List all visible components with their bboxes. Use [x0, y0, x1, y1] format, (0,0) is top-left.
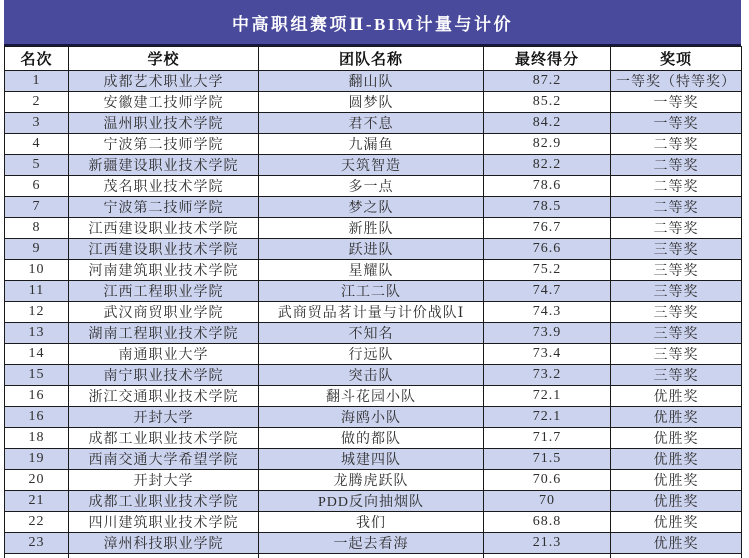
school-cell: 南通职业大学 [69, 344, 259, 365]
score-cell: 74.7 [484, 281, 611, 302]
school-cell: 茂名职业技术学院 [69, 176, 259, 197]
score-cell: 75.2 [484, 260, 611, 281]
team-cell: 圆梦队 [259, 92, 484, 113]
school-cell: 湖南工程职业技术学院 [69, 323, 259, 344]
award-cell: 优胜奖 [611, 449, 742, 470]
school-cell: 安徽建工技师学院 [69, 92, 259, 113]
table-row [5, 155, 742, 176]
score-cell: 73.9 [484, 323, 611, 344]
team-cell: 龙腾虎跃队 [259, 470, 484, 491]
empty-cell [5, 554, 69, 558]
team-cell: 君不息 [259, 113, 484, 134]
school-cell: 江西建设职业技术学院 [69, 218, 259, 239]
rank-cell: 8 [5, 218, 69, 239]
school-cell: 四川建筑职业技术学院 [69, 512, 259, 533]
school-cell: 开封大学 [69, 407, 259, 428]
school-cell: 成都艺术职业大学 [69, 71, 259, 92]
empty-cell [484, 554, 611, 558]
rank-cell: 4 [5, 134, 69, 155]
rank-cell: 14 [5, 344, 69, 365]
award-cell: 三等奖 [611, 344, 742, 365]
rank-cell: 15 [5, 365, 69, 386]
rank-cell: 9 [5, 239, 69, 260]
team-cell: 城建四队 [259, 449, 484, 470]
school-cell: 浙江交通职业技术学院 [69, 386, 259, 407]
school-cell: 河南建筑职业技术学院 [69, 260, 259, 281]
table-row [5, 134, 742, 155]
score-cell: 74.3 [484, 302, 611, 323]
school-cell: 新疆建设职业技术学院 [69, 155, 259, 176]
header-row [5, 47, 742, 71]
team-cell: 多一点 [259, 176, 484, 197]
score-cell: 84.2 [484, 113, 611, 134]
table-row [5, 512, 742, 533]
table-row [5, 260, 742, 281]
header-team: 团队名称 [259, 47, 484, 71]
rank-cell: 20 [5, 470, 69, 491]
award-cell: 三等奖 [611, 365, 742, 386]
team-cell: PDD反向抽烟队 [259, 491, 484, 512]
rank-cell: 12 [5, 302, 69, 323]
header-rank: 名次 [5, 47, 69, 71]
empty-cell [69, 554, 259, 558]
empty-cell [259, 554, 484, 558]
school-cell: 温州职业技术学院 [69, 113, 259, 134]
table-partial-body [5, 554, 742, 558]
team-cell: 星耀队 [259, 260, 484, 281]
table-row [5, 218, 742, 239]
rank-cell: 7 [5, 197, 69, 218]
team-cell: 行远队 [259, 344, 484, 365]
score-cell: 70 [484, 491, 611, 512]
rank-cell: 18 [5, 428, 69, 449]
score-cell: 72.1 [484, 407, 611, 428]
rank-cell: 1 [5, 71, 69, 92]
header-score: 最终得分 [484, 47, 611, 71]
school-cell: 成都工业职业技术学院 [69, 428, 259, 449]
school-cell: 宁波第二技师学院 [69, 134, 259, 155]
score-cell: 70.6 [484, 470, 611, 491]
table-row [5, 281, 742, 302]
school-cell: 宁波第二技师学院 [69, 197, 259, 218]
school-cell: 成都工业职业技术学院 [69, 491, 259, 512]
award-cell: 优胜奖 [611, 386, 742, 407]
team-cell: 天筑智造 [259, 155, 484, 176]
header-award: 奖项 [611, 47, 742, 71]
score-cell: 73.4 [484, 344, 611, 365]
score-cell: 78.5 [484, 197, 611, 218]
award-cell: 二等奖 [611, 176, 742, 197]
award-cell: 一等奖 [611, 113, 742, 134]
results-table [4, 46, 742, 558]
score-cell: 76.6 [484, 239, 611, 260]
award-cell: 优胜奖 [611, 470, 742, 491]
team-cell: 江工二队 [259, 281, 484, 302]
header-school: 学校 [69, 47, 259, 71]
page-title: 中高职组赛项Ⅱ-BIM计量与计价 [232, 14, 513, 34]
award-cell: 三等奖 [611, 302, 742, 323]
school-cell: 武汉商贸职业学院 [69, 302, 259, 323]
table-row [5, 533, 742, 554]
school-cell: 西南交通大学希望学院 [69, 449, 259, 470]
award-cell: 一等奖 [611, 92, 742, 113]
award-cell: 优胜奖 [611, 491, 742, 512]
school-cell: 开封大学 [69, 470, 259, 491]
award-cell: 优胜奖 [611, 428, 742, 449]
award-cell: 三等奖 [611, 323, 742, 344]
rank-cell: 6 [5, 176, 69, 197]
table-row [5, 92, 742, 113]
score-cell: 82.2 [484, 155, 611, 176]
rank-cell: 16 [5, 386, 69, 407]
table-row [5, 386, 742, 407]
results-sheet [4, 0, 741, 558]
table-body [5, 71, 742, 554]
table-row [5, 197, 742, 218]
table-header [5, 47, 742, 71]
table-row [5, 71, 742, 92]
score-cell: 72.1 [484, 386, 611, 407]
title-bar [4, 0, 741, 46]
table-row [5, 365, 742, 386]
team-cell: 翻山队 [259, 71, 484, 92]
table-row [5, 428, 742, 449]
award-cell: 二等奖 [611, 197, 742, 218]
score-cell: 76.7 [484, 218, 611, 239]
empty-partial-row [5, 554, 742, 558]
rank-cell: 13 [5, 323, 69, 344]
school-cell: 江西工程职业学院 [69, 281, 259, 302]
rank-cell: 23 [5, 533, 69, 554]
table-row [5, 470, 742, 491]
table-row [5, 407, 742, 428]
rank-cell: 2 [5, 92, 69, 113]
table-row [5, 323, 742, 344]
team-cell: 跃进队 [259, 239, 484, 260]
team-cell: 一起去看海 [259, 533, 484, 554]
award-cell: 优胜奖 [611, 533, 742, 554]
rank-cell: 11 [5, 281, 69, 302]
score-cell: 85.2 [484, 92, 611, 113]
team-cell: 我们 [259, 512, 484, 533]
award-cell: 一等奖（特等奖） [611, 71, 742, 92]
score-cell: 71.5 [484, 449, 611, 470]
award-cell: 优胜奖 [611, 407, 742, 428]
table-row [5, 344, 742, 365]
table-row [5, 176, 742, 197]
score-cell: 87.2 [484, 71, 611, 92]
table-row [5, 239, 742, 260]
rank-cell: 3 [5, 113, 69, 134]
score-cell: 68.8 [484, 512, 611, 533]
team-cell: 九漏鱼 [259, 134, 484, 155]
award-cell: 三等奖 [611, 239, 742, 260]
team-cell: 不知名 [259, 323, 484, 344]
school-cell: 南宁职业技术学院 [69, 365, 259, 386]
rank-cell: 10 [5, 260, 69, 281]
team-cell: 梦之队 [259, 197, 484, 218]
team-cell: 突击队 [259, 365, 484, 386]
award-cell: 二等奖 [611, 218, 742, 239]
rank-cell: 21 [5, 491, 69, 512]
school-cell: 江西建设职业技术学院 [69, 239, 259, 260]
team-cell: 做的都队 [259, 428, 484, 449]
award-cell: 二等奖 [611, 134, 742, 155]
empty-cell [611, 554, 742, 558]
table-row [5, 491, 742, 512]
score-cell: 73.2 [484, 365, 611, 386]
rank-cell: 5 [5, 155, 69, 176]
team-cell: 新胜队 [259, 218, 484, 239]
award-cell: 二等奖 [611, 155, 742, 176]
team-cell: 武商贸品茗计量与计价战队Ⅰ [259, 302, 484, 323]
table-row [5, 449, 742, 470]
team-cell: 海鸥小队 [259, 407, 484, 428]
table-row [5, 113, 742, 134]
score-cell: 78.6 [484, 176, 611, 197]
school-cell: 漳州科技职业学院 [69, 533, 259, 554]
score-cell: 21.3 [484, 533, 611, 554]
rank-cell: 19 [5, 449, 69, 470]
award-cell: 三等奖 [611, 260, 742, 281]
score-cell: 82.9 [484, 134, 611, 155]
rank-cell: 16 [5, 407, 69, 428]
team-cell: 翻斗花园小队 [259, 386, 484, 407]
award-cell: 优胜奖 [611, 512, 742, 533]
award-cell: 三等奖 [611, 281, 742, 302]
rank-cell: 22 [5, 512, 69, 533]
table-row [5, 302, 742, 323]
score-cell: 71.7 [484, 428, 611, 449]
